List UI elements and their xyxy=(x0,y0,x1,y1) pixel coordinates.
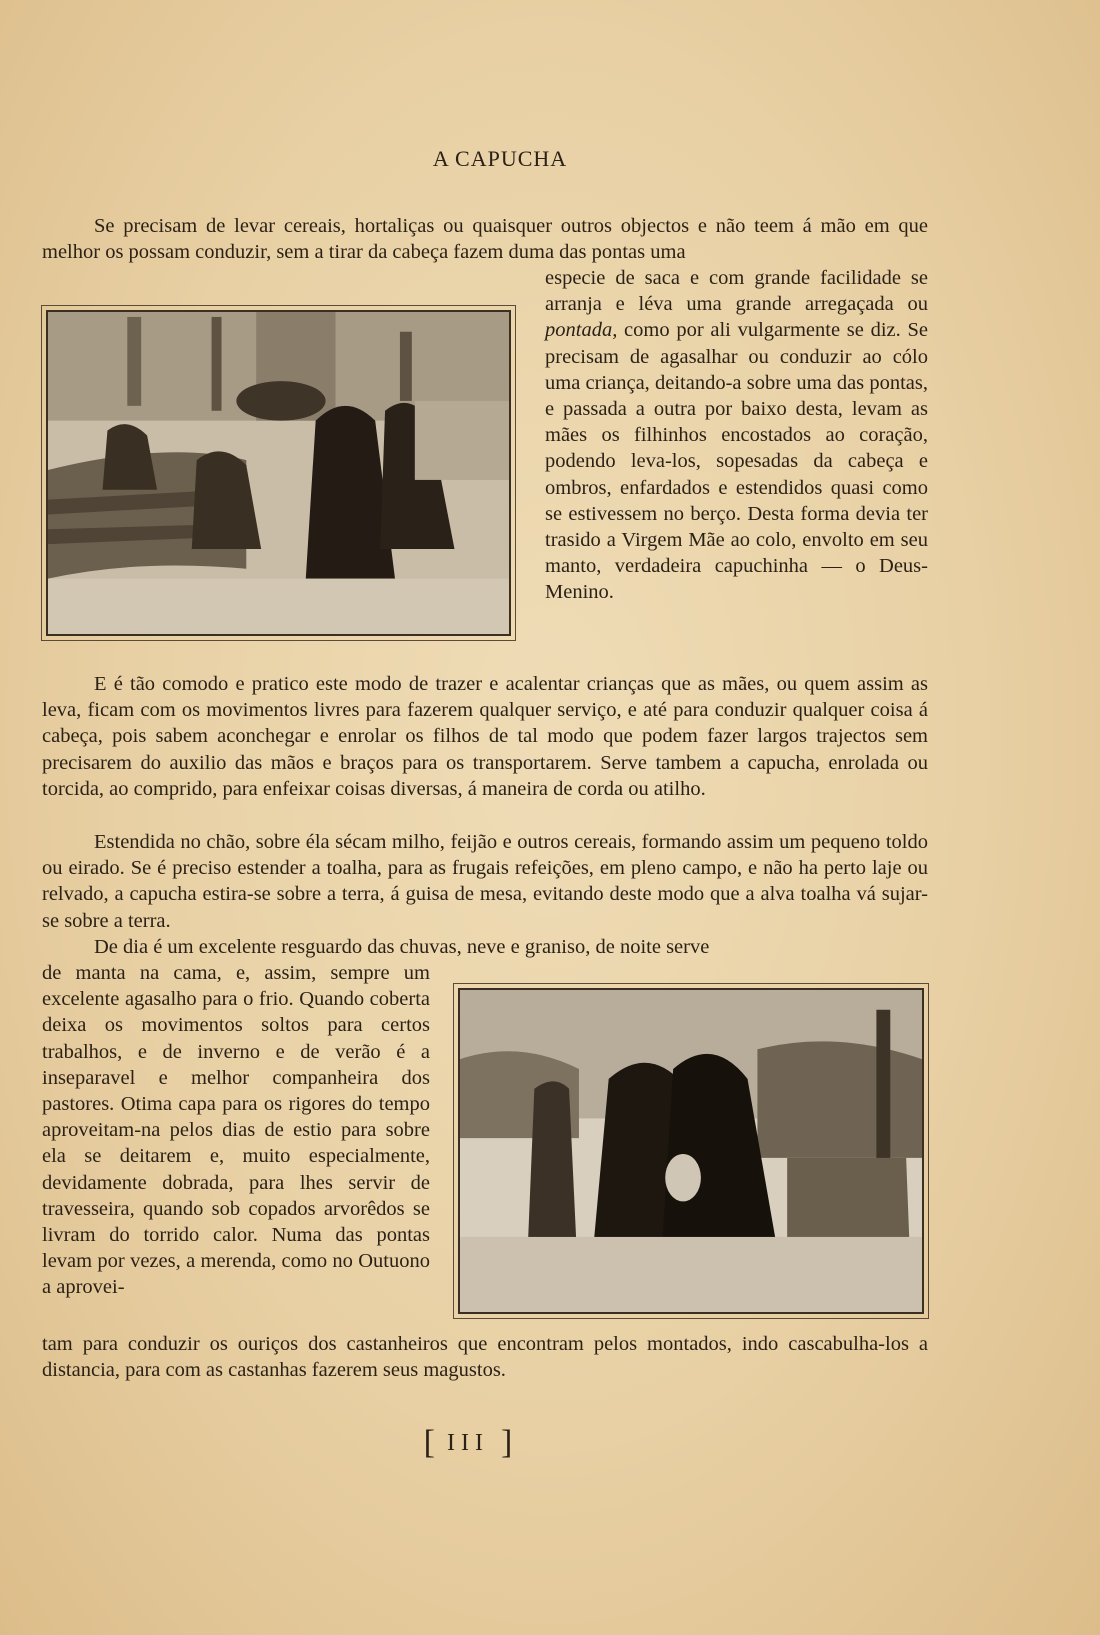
paragraph-4-bottom: tam para conduzir os ouriços dos castanheiros que encontram pelos montados, indo cascabulha-los a distancia, para com as castanhas fazerem seus magustos. xyxy=(42,1333,928,1382)
bracket-left: [ xyxy=(423,1424,435,1461)
paragraph-3: Estendida no chão, sobre éla sécam milho, feijão e outros cereais, formando assim um pequeno toldo ou eirado. Se é preciso estender a toalha, para as frugais refeições, em pleno campo, e não ha perto laje ou relvado, a capucha estira-se sobre a terra, á guisa de mesa, evitando deste modo que a alva toalha vá sujar-se sobre a terra. xyxy=(42,831,928,932)
paragraph-1-side-b: como por ali vulgarmente se diz. Se precisam de agasalhar ou conduzir ao cólo uma criança, deitando-a sobre uma das pontas, e passada a outra por baixo desta, levam as mães os filhinhos encostados ao coração, podendo leva-los, sopesadas da cabeça e ombros, enfardados e estendidos quasi como se estivessem no berço. Desta forma devia ter trasido a Virgem Mãe ao colo, envolto em seu manto, verdadeira capuchinha — o Deus-Menino. xyxy=(545,319,928,604)
term-pontada: pontada, xyxy=(545,319,618,342)
page-number-value: III xyxy=(447,1430,489,1456)
paragraph-1-side xyxy=(545,265,928,606)
paragraph-1-side-a: especie de saca e com grande facilidade se arranja e léva uma grande arregaçada ou xyxy=(545,267,928,316)
page-number xyxy=(0,1424,936,1462)
paragraph-2: E é tão comodo e pratico este modo de trazer e acalentar crianças que as mães, ou quem assim as leva, ficam com os movimentos livres para fazerem qualquer serviço, e até para conduzir qualquer coisa á cabeça, pois sabem aconchegar e enrolar os filhos de tal modo que podem fazer largos trajectos sem precisarem do auxilio das mãos e braços para os transportarem. Serve tambem a capucha, enrolada ou torcida, ao comprido, para enfeixar coisas diversas, á maneira de corda ou atilho. xyxy=(42,673,928,800)
photo-women-on-church-steps xyxy=(46,310,511,636)
page-title: A CAPUCHA xyxy=(432,146,568,171)
paragraph-4-side: de manta na cama, e, assim, sempre um excelente agasalho para o frio. Quando coberta deixa os movimentos soltos para certos trabalhos, e de inverno e de verão é a inseparavel e melhor companheira dos pastores. Otima capa para os rigores do tempo aproveitam-na pelos dias de estio para sobre ela se deitarem e, muito especialmente, devidamente dobrada, para lhes servir de travesseira, quando sob copados arvorêdos se livram do torrido calor. Numa das pontas levam por vezes, a merenda, como no Outuono a aprovei- xyxy=(42,962,430,1299)
paragraph-4-top: De dia é um excelente resguardo das chuvas, neve e graniso, de noite serve xyxy=(94,936,710,958)
bracket-right: ] xyxy=(500,1424,513,1461)
photo-women-in-capuchas-outdoors xyxy=(458,988,924,1314)
paragraph-1-top: Se precisam de levar cereais, hortaliças ou quaisquer outros objectos e não teem á mão em que melhor os possam conduzir, sem a tirar da cabeça fazem duma das pontas uma xyxy=(42,215,928,264)
